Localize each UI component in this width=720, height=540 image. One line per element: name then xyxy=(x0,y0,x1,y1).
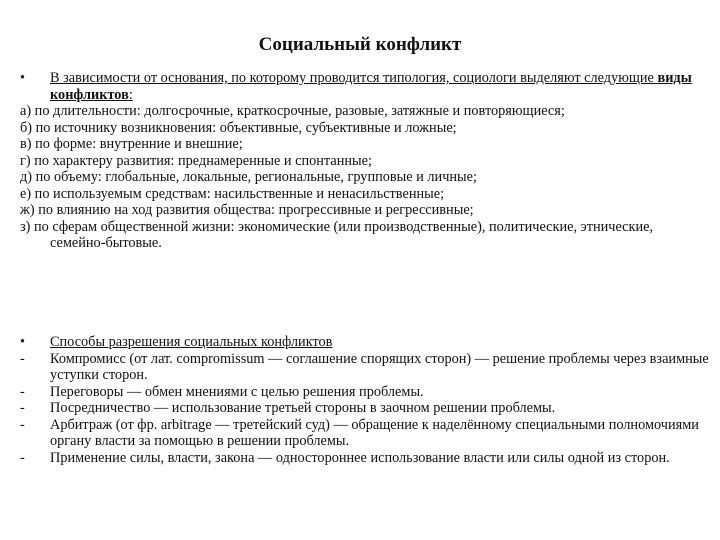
list-item: в) по форме: внутренние и внешние; xyxy=(20,136,243,152)
page-title: Социальный конфликт xyxy=(258,34,462,55)
dash-marker: - xyxy=(20,400,25,416)
list-item-text: Арбитраж (от фр. arbitrage — третейский суд) — обращение к наделённому специальными полномочиями органу власти за помощью в решении проблемы. xyxy=(50,416,699,449)
list-item xyxy=(20,384,710,401)
list-item-text: Компромисс (от лат. compromissum — соглашение спорящих сторон) — решение проблемы через взаимные уступки сторон. xyxy=(50,350,709,383)
list-item: б) по источнику возникновения: объективные, субъективные и ложные; xyxy=(20,119,457,136)
resolution-methods-section xyxy=(20,334,710,466)
dash-marker: - xyxy=(20,449,25,466)
list-item: г) по характеру развития: преднамеренные и спонтанные; xyxy=(20,152,372,169)
heading-bullet-row xyxy=(20,334,710,351)
list-item: д) по объему: глобальные, локальные, региональные, групповые и личные; xyxy=(20,169,477,185)
bullet-marker: • xyxy=(20,334,26,350)
list-item-text: Посредничество — использование третьей стороны в заочном решении проблемы. xyxy=(50,400,556,416)
list-item: а) по длительности: долгосрочные, краткосрочные, разовые, затяжные и повторяющиеся; xyxy=(20,103,565,119)
list-item xyxy=(20,400,710,417)
bullet-marker: • xyxy=(20,70,26,86)
list-item-text: Переговоры — обмен мнениями с целью решения проблемы. xyxy=(50,383,424,400)
list-item: з) по сферам общественной жизни: экономические (или производственные), политические, этнические, семейно-бытовые. xyxy=(20,218,654,251)
intro-bold-term: виды конфликтов xyxy=(50,70,692,103)
list-item xyxy=(20,450,710,467)
intro-bullet-row xyxy=(20,70,710,103)
section-heading: Способы разрешения социальных конфликтов xyxy=(50,334,333,350)
dash-marker: - xyxy=(20,416,25,433)
intro-text: В зависимости от основания, по которому проводится типология, социологи выделяют следующие виды конфликтов: xyxy=(50,70,692,103)
dash-marker: - xyxy=(20,350,25,367)
conflict-types-section xyxy=(20,70,710,252)
list-item: ж) по влиянию на ход развития общества: прогрессивные и регрессивные; xyxy=(20,202,474,218)
list-item xyxy=(20,417,710,450)
list-item: е) по используемым средствам: насильственные и ненасильственные; xyxy=(20,185,445,202)
list-item-text: Применение силы, власти, закона — одностороннее использование власти или силы одной из сторон. xyxy=(50,449,670,466)
dash-marker: - xyxy=(20,383,25,400)
list-item xyxy=(20,351,710,384)
